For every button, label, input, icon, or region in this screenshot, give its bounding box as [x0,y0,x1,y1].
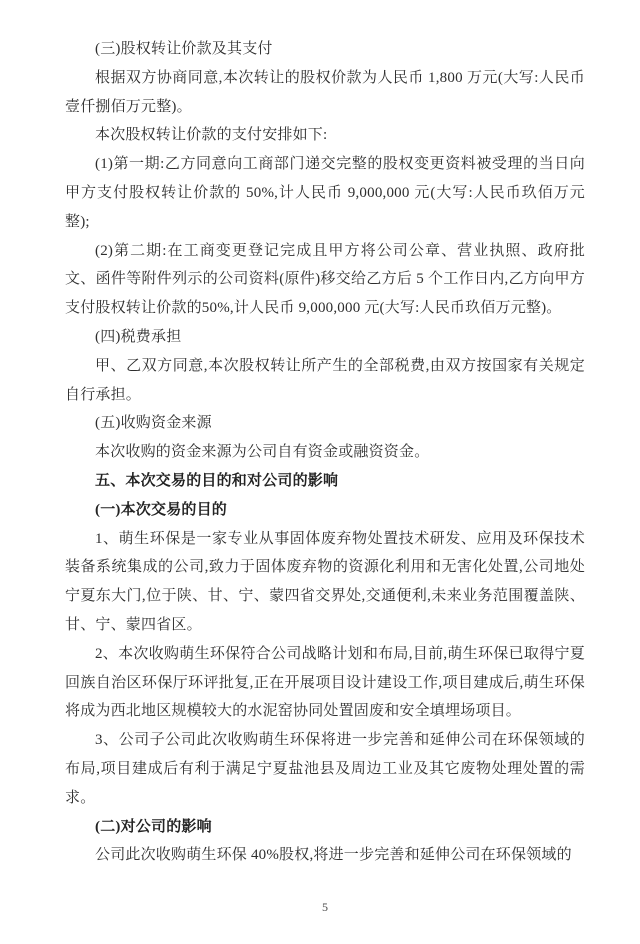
paragraph: (1)第一期:乙方同意向工商部门递交完整的股权变更资料被受理的当日向甲方支付股权转让价款的 50%,计人民币 9,000,000 元(大写:人民币玖佰万元整); [65,156,585,230]
paragraph: 3、公司子公司此次收购萌生环保将进一步完善和延伸公司在环保领域的布局,项目建成后有利于满足宁夏盐池县及周边工业及其它废物处理处置的需求。 [65,732,585,806]
paragraph: (四)税费承担 [95,328,182,345]
paragraph: (2)第二期:在工商变更登记完成且甲方将公司公章、营业执照、政府批文、函件等附件列示的公司资料(原件)移交给乙方后 5 个工作日内,乙方向甲方支付股权转让价款的50%,计人民币 9,000,000 元(大写:人民币玖佰万元整)。 [65,242,585,317]
paragraph: (五)收购资金来源 [95,415,212,432]
section-heading: (二)对公司的影响 [95,818,212,835]
document-body [65,35,585,870]
paragraph: 本次股权转让价款的支付安排如下: [95,127,328,144]
paragraph: 1、萌生环保是一家专业从事固体废弃物处置技术研发、应用及环保技术装备系统集成的公司,致力于固体废弃物的资源化利用和无害化处置,公司地处宁夏东大门,位于陕、甘、宁、蒙四省交界处,交通便利,未来业务范围覆盖陕、甘、宁、蒙四省区。 [65,530,585,633]
paragraph: 本次收购的资金来源为公司自有资金或融资资金。 [95,444,430,461]
section-heading: (一)本次交易的目的 [95,501,227,518]
paragraph: 2、本次收购萌生环保符合公司战略计划和布局,目前,萌生环保已取得宁夏回族自治区环保厅环评批复,正在开展项目设计建设工作,项目建成后,萌生环保将成为西北地区规模较大的水泥窑协同处置固废和安全填埋场项目。 [65,645,585,720]
paragraph: (三)股权转让价款及其支付 [95,41,273,57]
paragraph: 公司此次收购萌生环保 40%股权,将进一步完善和延伸公司在环保领域的 [95,847,572,864]
page-number: 5 [322,900,328,914]
section-heading: 五、本次交易的目的和对公司的影响 [95,472,339,489]
paragraph: 甲、乙双方同意,本次股权转让所产生的全部税费,由双方按国家有关规定自行承担。 [65,357,585,403]
paragraph: 根据双方协商同意,本次转让的股权价款为人民币 1,800 万元(大写:人民币壹仟捌佰万元整)。 [65,69,585,115]
